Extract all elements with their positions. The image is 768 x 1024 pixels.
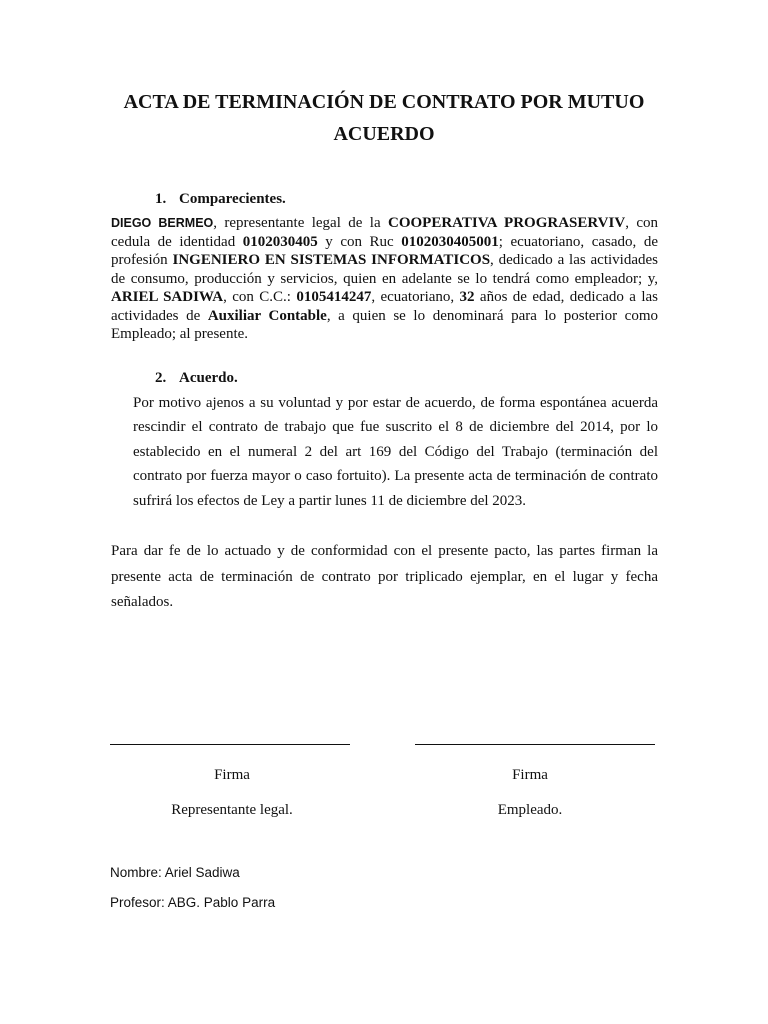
section-2-number: 2. xyxy=(155,370,167,386)
text-segment: y con Ruc xyxy=(317,233,402,250)
text-segment: , dedicado a las actividades de consumo, producción y servicios, quien en adelante se lo tendrá como empleador; y, xyxy=(111,252,658,287)
text-segment: , a quien se lo denominará para lo posterior como Empleado; al presente. xyxy=(111,307,658,342)
employer-profession: INGENIERO EN SISTEMAS INFORMATICOS xyxy=(172,252,491,268)
text-segment: , con cedula de identidad xyxy=(111,215,658,250)
text-segment: , ecuatoriano, xyxy=(371,289,460,305)
section-1-title: Comparecientes. xyxy=(179,191,286,207)
text-segment: , representante legal de la xyxy=(213,215,389,231)
section-1-heading xyxy=(155,189,286,209)
signature-role-right: Empleado. xyxy=(497,802,563,818)
closing-paragraph: Para dar fe de lo actuado y de conformidad con el presente pacto, las partes firman la presente acta de terminación de contrato por triplicado ejemplar, en el lugar y fecha señalados. xyxy=(111,543,658,610)
section-2-heading xyxy=(155,368,238,388)
text-segment: ; ecuatoriano, casado, de profesión xyxy=(111,233,658,268)
employee-id-number: 0105414247 xyxy=(296,289,372,305)
employer-id-number: 0102030405 xyxy=(242,233,318,250)
employee-role: Auxiliar Contable xyxy=(207,307,327,324)
employee-name: ARIEL SADIWA xyxy=(111,289,224,305)
signature-label-left: Firma xyxy=(214,767,250,783)
section-2-title: Acuerdo. xyxy=(179,370,238,386)
text-segment: años de edad, dedicado a las actividades de xyxy=(111,289,658,324)
employee-age: 32 xyxy=(459,289,475,305)
cooperative-name: COOPERATIVA PROGRASERVIV xyxy=(388,215,626,231)
comparecientes-paragraph xyxy=(111,214,658,344)
student-name: Nombre: Ariel Sadiwa xyxy=(110,865,240,880)
section-1-number: 1. xyxy=(155,191,167,207)
employer-name: DIEGO BERMEO xyxy=(111,216,214,230)
signature-line-left xyxy=(110,744,350,745)
signature-role-left: Representante legal. xyxy=(171,802,293,818)
acuerdo-paragraph: Por motivo ajenos a su voluntad y por estar de acuerdo, de forma espontánea acuerda rescindir el contrato de trabajo que fue suscrito el 8 de diciembre del 2014, por lo establecido en el numeral 2 del art 169 del Código del Trabajo (terminación del contrato por fuerza mayor o caso fortuito). La presente acta de terminación de contrato sufrirá los efectos de Ley a partir lunes 11 de diciembre del 2023. xyxy=(133,395,658,509)
text-segment: , con C.C.: xyxy=(223,289,297,305)
document-title-line-1: ACTA DE TERMINACIÓN DE CONTRATO POR MUTUO xyxy=(123,91,645,113)
signature-line-right xyxy=(415,744,655,745)
document-title-line-2: ACUERDO xyxy=(333,123,435,145)
employer-ruc: 0102030405001 xyxy=(401,233,499,250)
signature-label-right: Firma xyxy=(512,767,548,783)
professor-name: Profesor: ABG. Pablo Parra xyxy=(110,895,276,910)
